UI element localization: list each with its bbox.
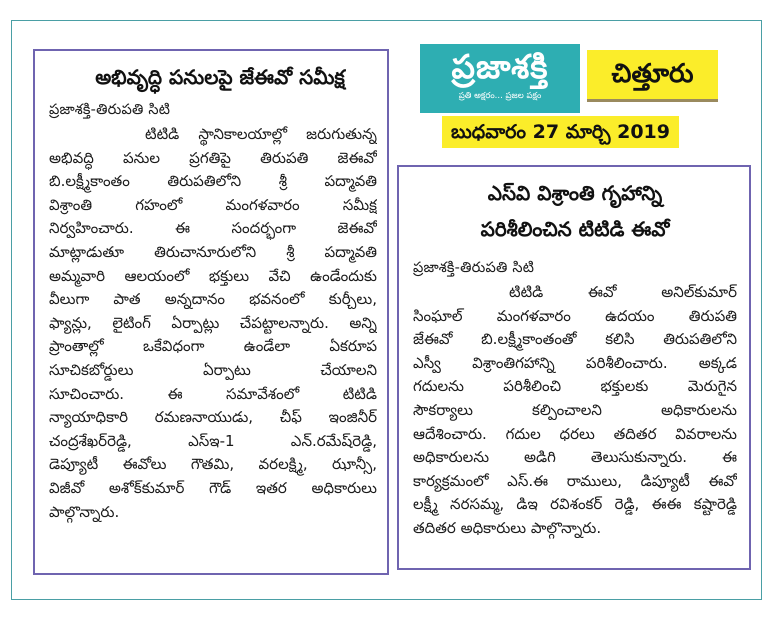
edition-date: బుధవారం 27 మార్చి 2019 bbox=[442, 116, 679, 148]
article-line: సూచించారు. ఈ సమావేశంలో టిటిడి bbox=[49, 384, 377, 403]
article-line: ఆదేశించారు. గదుల ధరలు తదితర వివరాలను bbox=[413, 424, 737, 443]
article-line: ఎస్వీ విశ్రాంతిగహాన్ని పరిశీలించారు. అక్కడ bbox=[413, 353, 737, 372]
article-line: సౌకర్యాలు కల్పించాలని అధికారులను bbox=[413, 400, 737, 419]
article-line: డెప్యూటీ ఈవోలు గౌతమి, వరలక్ష్మి, ఝాన్సీ, bbox=[49, 455, 377, 474]
article-jeo-review bbox=[33, 49, 389, 575]
article-body bbox=[413, 281, 737, 541]
article-headline bbox=[413, 175, 737, 247]
article-line: అభివద్ధి పనుల ప్రగతిపై తిరుపతి జెఈవో bbox=[49, 148, 377, 167]
article-line: వీలుగా పాత అన్నదానం భవనంలో కుర్చీలు, bbox=[49, 290, 377, 309]
newspaper-logo bbox=[420, 44, 580, 113]
article-line: ప్రాంతాల్లో ఒకేవిధంగా ఉండేలా ఏకరూప bbox=[49, 337, 377, 356]
headline-line: ఎస్‌వి విశ్రాంతి గృహాన్ని bbox=[487, 181, 663, 205]
article-line: ఫ్యాన్లు, లైటింగ్ ఏర్పాట్లు చేపట్టాలన్నారు. అన్ని bbox=[49, 313, 377, 332]
article-sv-rest-house bbox=[397, 165, 751, 570]
article-line: బి.లక్ష్మీకాంతం తిరుపతిలోని శ్రీ పద్మావతి bbox=[49, 172, 377, 191]
logo-tagline: ప్రతి అక్షరం... ప్రజల పక్షం bbox=[458, 91, 542, 101]
article-line: న్యాయాధికారి రమణనాయుడు, చీఫ్ ఇంజినీర్ bbox=[49, 408, 377, 427]
article-line: మాట్లాడుతూ తిరుచానూరులోని శ్రీ పద్మావతి bbox=[49, 242, 377, 261]
article-line: పాల్గొన్నారు. bbox=[49, 502, 120, 521]
article-line: అమ్మవారి ఆలయంలో భక్తులు వేచి ఉండేందుకు bbox=[49, 266, 377, 285]
article-dateline: ప్రజాశక్తి-తిరుపతి సిటి bbox=[413, 260, 535, 276]
article-line: విజీవో అశోక్‌కుమార్ గౌడ్ ఇతర అధికారులు bbox=[49, 478, 377, 497]
article-line: లక్ష్మీ నరసమ్మ, డిఇ రవిశంకర్ రెడ్డి, ఈఈ కష్టారెడ్డి bbox=[413, 495, 737, 514]
edition-city-badge: చిత్తూరు bbox=[587, 50, 718, 102]
article-line: తదితర అధికారులు పాల్గొన్నారు. bbox=[413, 518, 602, 537]
article-line: కార్యక్రమంలో ఎస్.ఈ రాములు, డిప్యూటీ ఈవో bbox=[413, 471, 737, 490]
article-line: చంద్రశేఖర్‌రెడ్డి, ఎస్ఇ-1 ఎన్.రమేష్‌రెడ్డి, bbox=[49, 431, 377, 450]
article-line: సూచికబోర్డులు ఏర్పాటు చేయాలని bbox=[49, 360, 377, 379]
article-line: నిర్వహించారు. ఈ సందర్భంగా జెఈవో bbox=[49, 219, 377, 238]
article-line: అధికారులను అడిగి తెలుసుకున్నారు. ఈ bbox=[413, 448, 737, 467]
article-body bbox=[49, 123, 377, 524]
article-headline: అభివృద్ధి పనులపై జేఈవో సమీక్ష bbox=[95, 65, 345, 89]
article-line: విశ్రాంతి గహంలో మంగళవారం సమీక్ష bbox=[49, 195, 377, 214]
article-dateline: ప్రజాశక్తి-తిరుపతి సిటి bbox=[49, 102, 171, 118]
article-line: గదులను పరిశీలించి భక్తులకు మెరుగైన bbox=[413, 377, 737, 396]
headline-line: పరిశీలించిన టిటిడి ఈవో bbox=[480, 217, 670, 241]
article-line: సింఘాల్ మంగళవారం ఉదయం తిరుపతి bbox=[413, 306, 737, 325]
article-line: టిటిడి స్థానికాలయాల్లో జరుగుతున్న bbox=[145, 125, 377, 143]
article-line: జేఈవో బి.లక్ష్మీకాంతంతో కలిసి తిరుపతిలోని bbox=[413, 330, 737, 349]
logo-title: ప్రజాశక్తి bbox=[451, 47, 549, 86]
article-line: టిటిడి ఈవో అనిల్‌కుమార్ bbox=[509, 283, 737, 301]
